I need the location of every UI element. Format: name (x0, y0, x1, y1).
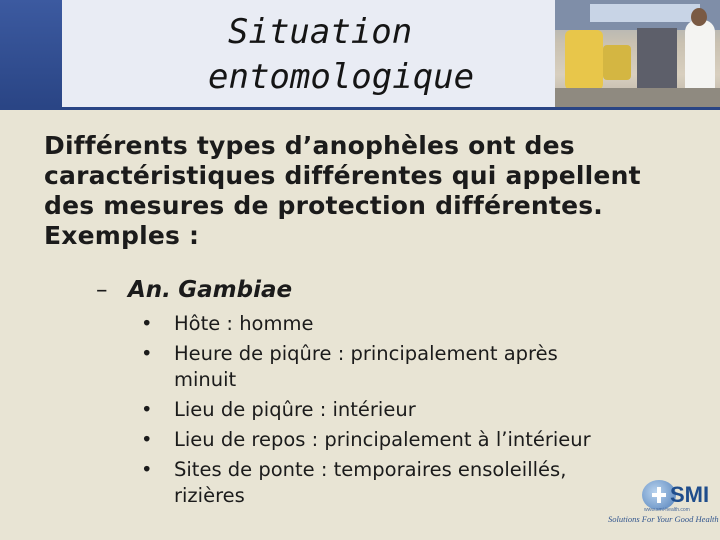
list-item-text-continued: rizières (174, 484, 245, 507)
list-item-text-continued: minuit (174, 368, 237, 391)
list-item-text: Lieu de piqûre : intérieur (174, 398, 416, 421)
bullet-icon: • (141, 342, 153, 365)
dash-marker: – (96, 277, 108, 303)
intro-paragraph (44, 131, 714, 251)
intro-line: caractéristiques différentes qui appellent (44, 161, 641, 190)
cross-icon (652, 487, 666, 503)
list-item-text: Lieu de repos : principalement à l’intérieur (174, 428, 591, 451)
header-band (0, 0, 720, 107)
smi-logo (608, 480, 719, 526)
species-genus: An. (128, 277, 171, 303)
list-item-text: Sites de ponte : temporaires ensoleillés, (174, 458, 567, 481)
header-accent (0, 0, 62, 107)
street-scene-photo (555, 0, 720, 107)
bullet-icon: • (141, 398, 153, 421)
list-item (141, 457, 671, 509)
logo-tagline: Solutions For Your Good Health (608, 514, 719, 524)
intro-line: des mesures de protection différentes. (44, 191, 604, 220)
logo-wordmark: SMI (670, 482, 710, 507)
title-line-1: Situation (228, 12, 413, 52)
header-divider (0, 107, 720, 110)
bullet-icon: • (141, 428, 153, 451)
bullet-icon: • (141, 312, 153, 335)
list-item (141, 311, 671, 337)
title-line-2: entomologique (208, 57, 475, 97)
list-item (141, 397, 671, 423)
logo-url: www.smi-health.com (644, 507, 690, 513)
intro-line: Exemples : (44, 221, 200, 250)
intro-line: Différents types d’anophèles ont des (44, 131, 575, 160)
list-item (141, 341, 671, 393)
bullet-icon: • (141, 458, 153, 481)
slide-title (208, 10, 538, 100)
species-name: Gambiae (178, 277, 293, 303)
list-item-text: Hôte : homme (174, 312, 314, 335)
list-item-text: Heure de piqûre : principalement après (174, 342, 558, 365)
list-item (141, 427, 671, 453)
species-subheading (96, 276, 292, 304)
species-traits-list (141, 311, 671, 513)
